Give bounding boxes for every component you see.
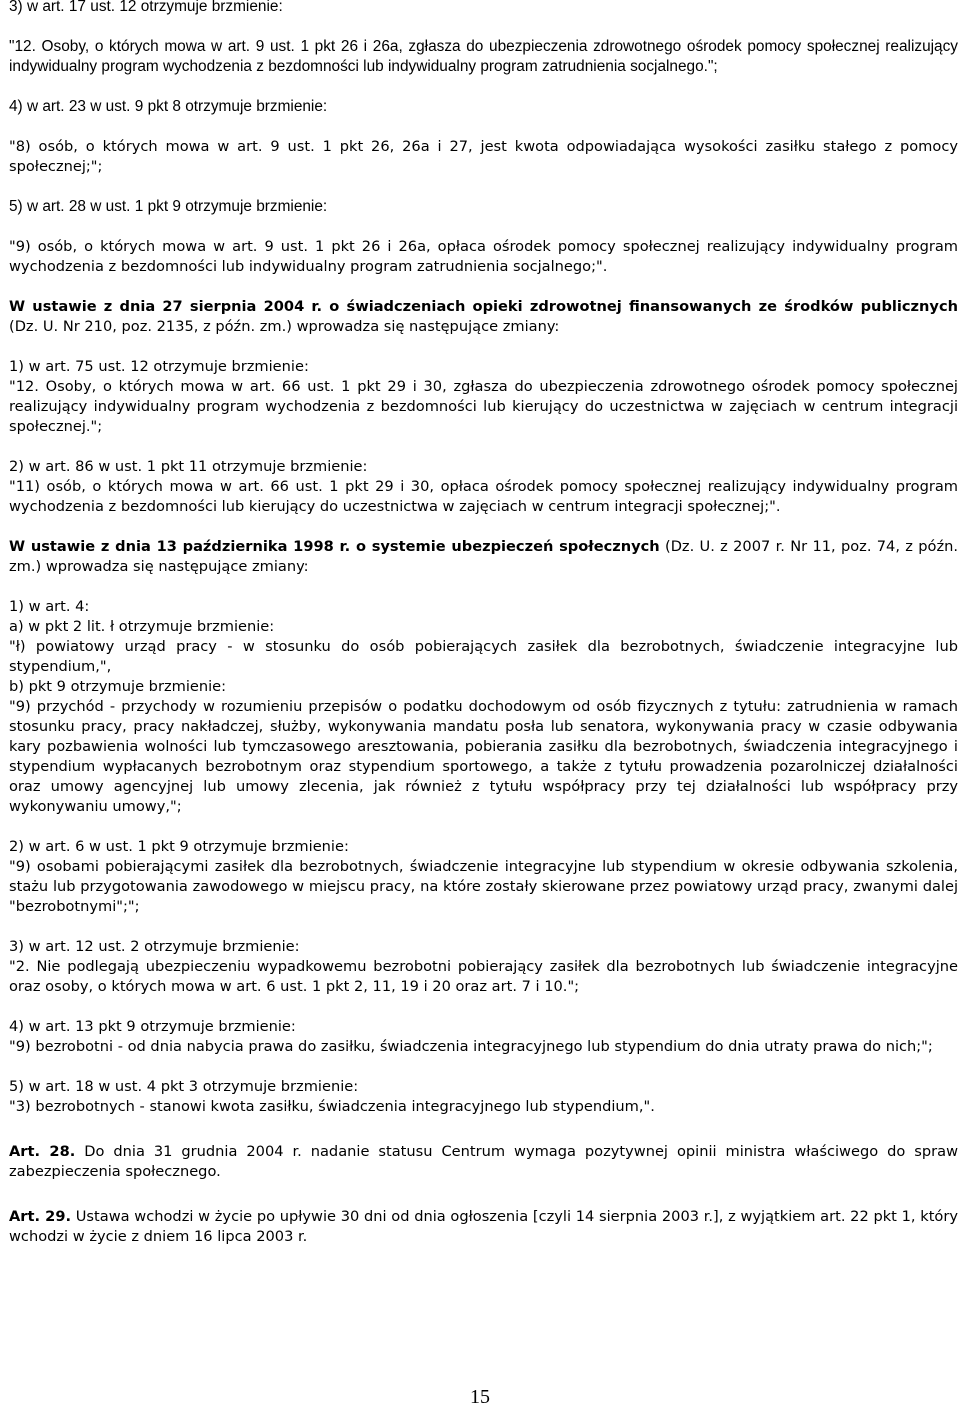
paragraph-text: "9) osobami pobierającymi zasiłek dla bezrobotnych, świadczenie integracyjne lub stypendium w okresie odbywania szkolenia, stażu lub przygotowania zawodowego w miejscu pracy, na które zostały skierowane przez powiatowy urząd pracy, zwanymi dalej "bezrobotnymi";"; (9, 858, 958, 915)
paragraph (9, 857, 958, 917)
paragraph-text: 4) w art. 23 w ust. 9 pkt 8 otrzymuje brzmienie: (9, 98, 328, 115)
paragraph-text: b) pkt 9 otrzymuje brzmienie: (9, 678, 227, 695)
paragraph (9, 1097, 958, 1117)
paragraph (9, 597, 958, 617)
paragraph-text: 1) w art. 4: (9, 598, 90, 615)
bold-heading: Art. 29. (9, 1208, 72, 1225)
paragraph-text: "9) przychód - przychody w rozumieniu przepisów o podatku dochodowym od osób fizycznych z tytułu: zatrudnienia w ramach stosunku pracy, pracy nakładczej, służby, wykonywania mandatu posła lub senatora, wykonywania pracy w czasie odbywania kary pozbawienia wolności lub tymczasowego aresztowania, pobierania zasiłku dla bezrobotnych, świadczenia integracyjnego i stypendium wypłacanych bezrobotnym oraz stypendium sportowego, a także z tytułu prowadzenia pozarolniczej działalności oraz umowy agencyjnej lub umowy zlecenia, jak również z tytułu współpracy przy tej działalności lub współpracy przy wykonywaniu umowy,"; (9, 698, 958, 815)
paragraph-text: "12. Osoby, o których mowa w art. 9 ust. 1 pkt 26 i 26a, zgłasza do ubezpieczenia zdrowotnego ośrodek pomocy społecznej realizujący indywidualny program wychodzenia z bezdomności lub indywidualny program zatrudnienia socjalnego."; (9, 38, 958, 75)
paragraph-text: Ustawa wchodzi w życie po upływie 30 dni od dnia ogłoszenia [czyli 14 sierpnia 2003 r.], z wyjątkiem art. 22 pkt 1, który wchodzi w życie z dniem 16 lipca 2003 r. (9, 1208, 958, 1245)
paragraph-text: "8) osób, o których mowa w art. 9 ust. 1 pkt 26, 26a i 27, jest kwota odpowiadająca wysokości zasiłku stałego z pomocy społecznej;"; (9, 138, 958, 175)
paragraph-text: (Dz. U. Nr 210, poz. 2135, z późn. zm.) wprowadza się następujące zmiany: (9, 318, 560, 335)
paragraph-text: 3) w art. 12 ust. 2 otrzymuje brzmienie: (9, 938, 300, 955)
section-paragraph (9, 1142, 958, 1182)
paragraph (9, 677, 958, 697)
paragraph-text: "11) osób, o których mowa w art. 66 ust. 1 pkt 29 i 30, opłaca ośrodek pomocy społecznej realizujący indywidualny program wychodzenia z bezdomności lub kierujący do uczestnictwa w zajęciach w centrum integracji społecznej;". (9, 478, 958, 515)
paragraph (9, 837, 958, 857)
paragraph (9, 377, 958, 437)
paragraph-text: (Dz. U. z 2007 r. Nr 11, poz. 74, z późn. zm.) wprowadza się następujące zmiany: (9, 538, 959, 575)
paragraph (9, 137, 958, 177)
document-body (9, 0, 958, 1247)
paragraph-text: 1) w art. 75 ust. 12 otrzymuje brzmienie: (9, 358, 309, 375)
paragraph (9, 617, 958, 637)
paragraph (9, 1077, 958, 1097)
paragraph (9, 37, 958, 77)
paragraph-text: "2. Nie podlegają ubezpieczeniu wypadkowemu bezrobotni pobierający zasiłek dla bezrobotnych lub świadczenie integracyjne oraz osoby, o których mowa w art. 6 ust. 1 pkt 2, 11, 19 i 20 oraz art. 7 i 10."; (9, 958, 958, 995)
section-paragraph (9, 537, 958, 577)
paragraph (9, 697, 958, 817)
paragraph-text: "9) osób, o których mowa w art. 9 ust. 1 pkt 26 i 26a, opłaca ośrodek pomocy społecznej realizujący indywidualny program wychodzenia z bezdomności lub indywidualny program zatrudnienia socjalnego;". (9, 238, 958, 275)
paragraph-text: 2) w art. 86 w ust. 1 pkt 11 otrzymuje brzmienie: (9, 458, 368, 475)
paragraph-text: 2) w art. 6 w ust. 1 pkt 9 otrzymuje brzmienie: (9, 838, 349, 855)
paragraph (9, 197, 958, 217)
bold-heading: Art. 28. (9, 1143, 76, 1160)
paragraph (9, 457, 958, 477)
paragraph-text: 3) w art. 17 ust. 12 otrzymuje brzmienie: (9, 0, 283, 15)
paragraph (9, 1017, 958, 1037)
paragraph-text: 4) w art. 13 pkt 9 otrzymuje brzmienie: (9, 1018, 296, 1035)
paragraph-text: "12. Osoby, o których mowa w art. 66 ust. 1 pkt 29 i 30, zgłasza do ubezpieczenia zdrowotnego ośrodek pomocy społecznej realizujący indywidualny program wychodzenia z bezdomności lub kierujący do uczestnictwa w zajęciach w centrum integracji społecznej."; (9, 378, 958, 435)
section-paragraph (9, 1207, 958, 1247)
paragraph (9, 97, 958, 117)
paragraph-text: a) w pkt 2 lit. ł otrzymuje brzmienie: (9, 618, 275, 635)
bold-heading: W ustawie z dnia 27 sierpnia 2004 r. o świadczeniach opieki zdrowotnej finansowanych ze środków publicznych (9, 298, 958, 315)
paragraph (9, 637, 958, 677)
paragraph-text: "3) bezrobotnych - stanowi kwota zasiłku, świadczenia integracyjnego lub stypendium,". (9, 1098, 655, 1115)
paragraph-text: 5) w art. 28 w ust. 1 pkt 9 otrzymuje brzmienie: (9, 198, 328, 215)
bold-heading: W ustawie z dnia 13 października 1998 r. o systemie ubezpieczeń społecznych (9, 538, 660, 555)
paragraph (9, 357, 958, 377)
paragraph-text: "9) bezrobotni - od dnia nabycia prawa do zasiłku, świadczenia integracyjnego lub stypendium do dnia utraty prawa do nich;"; (9, 1038, 933, 1055)
paragraph-text: 5) w art. 18 w ust. 4 pkt 3 otrzymuje brzmienie: (9, 1078, 359, 1095)
paragraph (9, 957, 958, 997)
paragraph (9, 0, 958, 17)
page-number: 15 (470, 1386, 490, 1407)
paragraph (9, 477, 958, 517)
paragraph-text: Do dnia 31 grudnia 2004 r. nadanie statusu Centrum wymaga pozytywnej opinii ministra właściwego do spraw zabezpieczenia społecznego. (9, 1143, 959, 1180)
paragraph-text: "ł) powiatowy urząd pracy - w stosunku do osób pobierających zasiłek dla bezrobotnych, świadczenie integracyjne lub stypendium,", (9, 638, 958, 675)
paragraph (9, 237, 958, 277)
paragraph (9, 1037, 958, 1057)
paragraph (9, 937, 958, 957)
section-paragraph (9, 297, 958, 337)
